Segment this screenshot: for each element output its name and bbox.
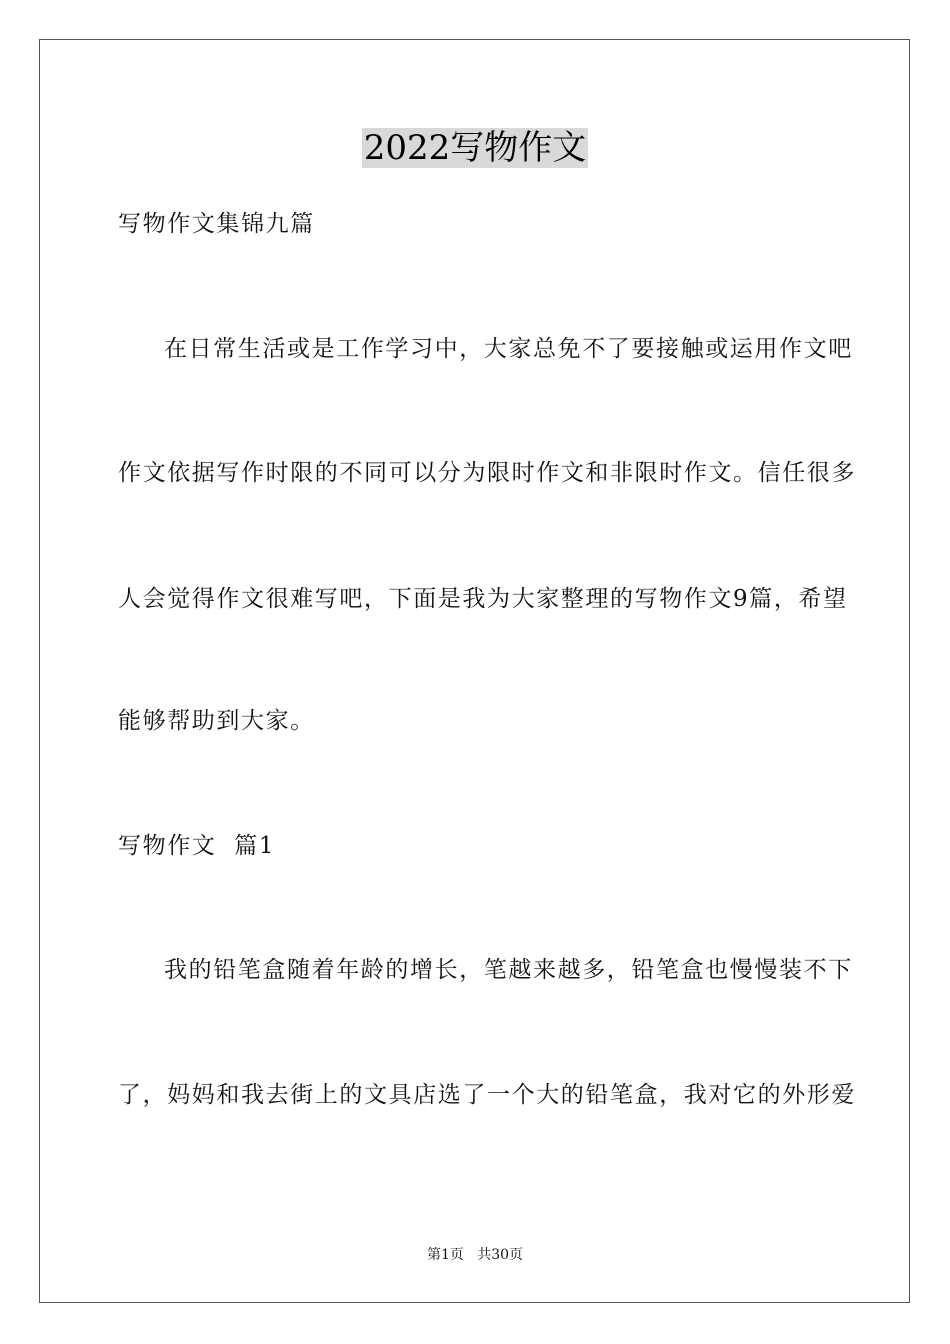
section-paragraph-line: 了，妈妈和我去街上的文具店选了一个大的铅笔盒，我对它的外形爱 [118, 1082, 856, 1108]
intro-paragraph-line: 在日常生活或是工作学习中，大家总免不了要接触或运用作文吧 [164, 336, 853, 362]
title-container [0, 128, 950, 168]
intro-paragraph-line: 人会觉得作文很难写吧，下面是我为大家整理的写物作文9篇，希望 [118, 586, 848, 612]
intro-paragraph-line: 作文依据写作时限的不同可以分为限时作文和非限时作文。信任很多 [118, 460, 856, 486]
intro-paragraph-line: 能够帮助到大家。 [118, 708, 315, 734]
document-subtitle: 写物作文集锦九篇 [118, 211, 315, 237]
page-footer: 第1页 共30页 [426, 1247, 524, 1263]
document-title: 2022写物作文 [363, 128, 587, 168]
section-heading: 写物作文 篇1 [118, 833, 276, 859]
section-paragraph-line: 我的铅笔盒随着年龄的增长，笔越来越多，铅笔盒也慢慢装不下 [164, 957, 853, 983]
